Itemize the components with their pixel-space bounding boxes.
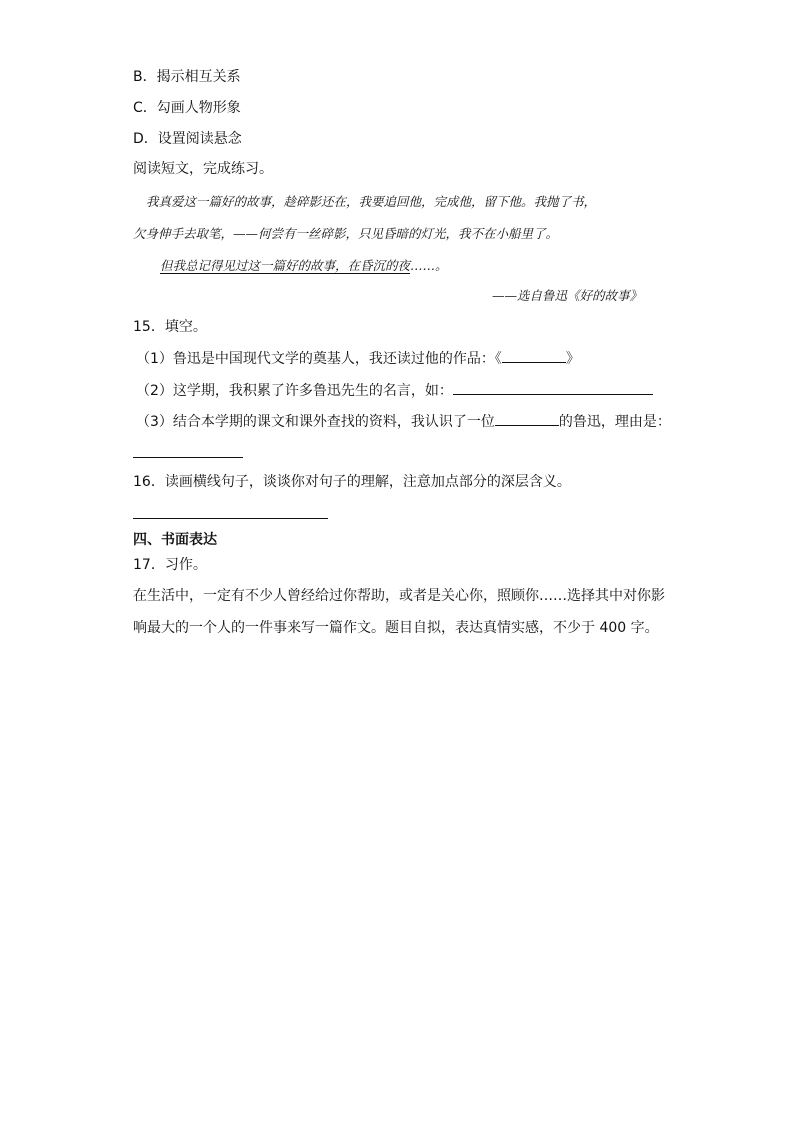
option-c: C．勾画人物形象 bbox=[133, 100, 241, 116]
section-4-heading: 四、书面表达 bbox=[133, 532, 217, 548]
q17-prompt-line-2: 响最大的一个人的一件事来写一篇作文。题目自拟，表达真情实感，不少于 400 字。 bbox=[133, 620, 659, 636]
q15-part3-suffix: 的鲁迅，理由是： bbox=[558, 414, 671, 430]
q15-part3 bbox=[136, 411, 671, 431]
q17-prompt-line-1: 在生活中，一定有不少人曾经给过你帮助，或者是关心你，照顾你……选择其中对你影 bbox=[133, 588, 665, 604]
reading-instruction: 阅读短文，完成练习。 bbox=[133, 161, 273, 177]
q15-part1 bbox=[136, 348, 580, 368]
q16-title: 16．读画横线句子，谈谈你对句子的理解，注意加点部分的深层含义。 bbox=[133, 474, 571, 490]
passage-line-3 bbox=[160, 257, 448, 275]
q15-part3-answer-line[interactable] bbox=[133, 457, 243, 458]
passage-line-1: 我真爱这一篇好的故事，趁碎影还在，我要追回他，完成他，留下他。我抛了书， bbox=[146, 194, 597, 209]
q17-title: 17．习作。 bbox=[133, 557, 207, 573]
q15-part3-blank[interactable] bbox=[495, 411, 559, 426]
option-d: D．设置阅读悬念 bbox=[133, 131, 242, 147]
passage-line-2: 欠身伸手去取笔，——何尝有一丝碎影，只见昏暗的灯光，我不在小船里了。 bbox=[133, 226, 559, 241]
option-b: B．揭示相互关系 bbox=[133, 69, 241, 85]
passage-line-3-tail: ……。 bbox=[410, 258, 448, 273]
q15-title: 15．填空。 bbox=[133, 319, 207, 335]
q15-part2-text: （2）这学期，我积累了许多鲁迅先生的名言，如： bbox=[136, 383, 453, 399]
q15-part2-blank[interactable] bbox=[453, 380, 653, 395]
q15-part1-blank[interactable] bbox=[502, 348, 566, 363]
q15-part3-prefix: （3）结合本学期的课文和课外查找的资料，我认识了一位 bbox=[136, 414, 495, 430]
q16-answer-line[interactable] bbox=[133, 518, 328, 519]
underlined-sentence: 但我总记得见过这一篇好的故事，在昏沉的夜 bbox=[160, 258, 411, 273]
passage-source: ——选自鲁迅《好的故事》 bbox=[492, 288, 643, 303]
q15-part2 bbox=[136, 380, 653, 400]
q15-part1-suffix: 》 bbox=[565, 351, 580, 367]
q15-part1-prefix: （1）鲁迅是中国现代文学的奠基人，我还读过他的作品：《 bbox=[136, 351, 502, 367]
